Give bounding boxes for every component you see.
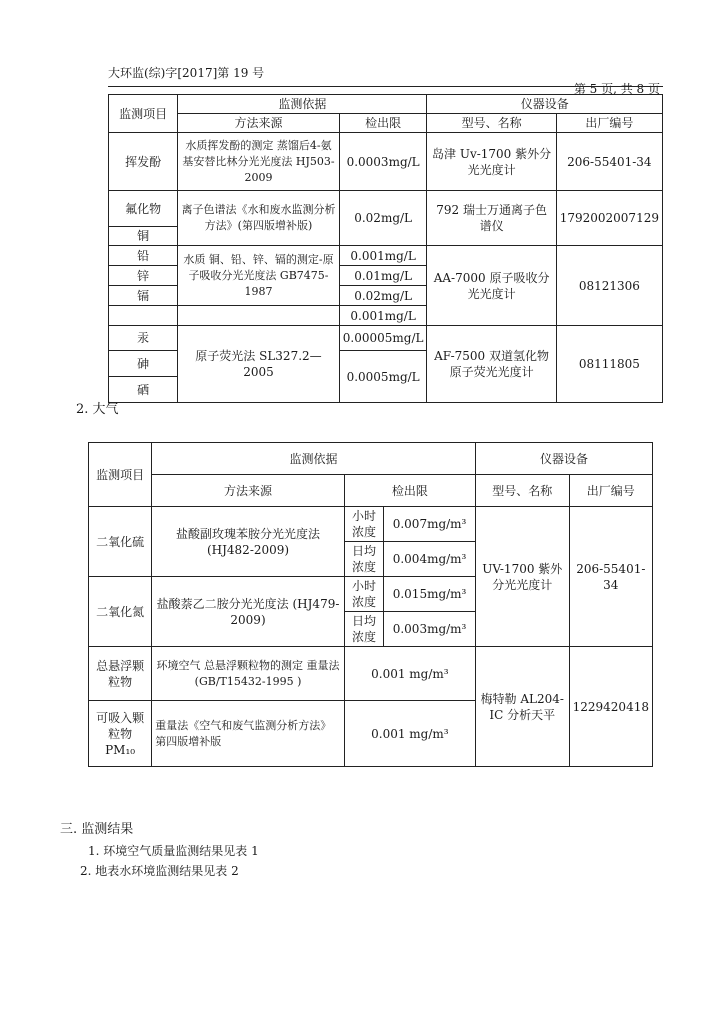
serial-cell: 206-55401-34: [556, 133, 662, 191]
page-number: 第 5 页, 共 8 页: [573, 82, 660, 96]
item-mercury: 汞: [109, 326, 178, 351]
method-cell: 离子色谱法《水和废水监测分析方法》(第四版增补版): [178, 191, 340, 246]
model-cell: UV-1700 紫外分光光度计: [475, 507, 569, 647]
header-model: 型号、名称: [427, 114, 556, 133]
model-cell: 梅特勒 AL204-IC 分析天平: [475, 647, 569, 767]
empty-cell: [178, 306, 340, 326]
limit-cell: 0.00005mg/L: [339, 326, 427, 351]
limit-cell: 0.003mg/m³: [384, 612, 476, 647]
model-cell: AF-7500 双道氢化物原子荧光光度计: [427, 326, 556, 403]
header-item: 监测项目: [109, 95, 178, 133]
document-number: 大环监(综)字[2017]第 19 号: [108, 66, 265, 80]
result-line-1: 1. 环境空气质量监测结果见表 1: [88, 844, 259, 858]
limit-cell: 0.004mg/m³: [384, 542, 476, 577]
serial-cell: 1792002007129: [556, 191, 662, 246]
header-model: 型号、名称: [475, 475, 569, 507]
section-air-title: 2. 大气: [76, 402, 119, 417]
header-limit: 检出限: [339, 114, 427, 133]
item-lead: 铅: [109, 246, 178, 266]
header-serial: 出厂编号: [569, 475, 652, 507]
method-cell: 重量法《空气和废气监测分析方法》第四版增补版: [152, 701, 345, 767]
header-instrument: 仪器设备: [475, 443, 652, 475]
item-cadmium: 镉: [109, 286, 178, 306]
limit-cell: 0.01mg/L: [339, 266, 427, 286]
water-monitoring-table: [108, 94, 663, 403]
model-cell: 岛津 Uv-1700 紫外分光光度计: [427, 133, 556, 191]
item-zinc: 锌: [109, 266, 178, 286]
item-copper: 铜: [109, 227, 178, 246]
limit-cell: 0.02mg/L: [339, 191, 427, 246]
air-monitoring-table: [88, 442, 653, 767]
section-results-title: 三. 监测结果: [60, 822, 134, 837]
item-selenium: 硒: [109, 377, 178, 403]
header-limit: 检出限: [344, 475, 475, 507]
limit-cell: 0.02mg/L: [339, 286, 427, 306]
model-cell: 792 瑞士万通离子色谱仪: [427, 191, 556, 246]
limit-cell: 0.007mg/m³: [384, 507, 476, 542]
method-cell: 盐酸副玫瑰苯胺分光光度法 (HJ482-2009): [152, 507, 345, 577]
hour-label: 小时浓度: [344, 577, 383, 612]
item-arsenic: 砷: [109, 351, 178, 377]
item-no2: 二氧化氮: [89, 577, 152, 647]
header-method: 方法来源: [152, 475, 345, 507]
serial-cell: 08121306: [556, 246, 662, 326]
method-cell: 水质 铜、铅、锌、镉的测定-原子吸收分光光度法 GB7475-1987: [178, 246, 340, 306]
limit-cell: 0.001mg/L: [339, 306, 427, 326]
header-method: 方法来源: [178, 114, 340, 133]
empty-cell: [109, 306, 178, 326]
limit-cell: 0.001mg/L: [339, 246, 427, 266]
header-serial: 出厂编号: [556, 114, 662, 133]
header-basis: 监测依据: [178, 95, 427, 114]
limit-cell: 0.015mg/m³: [384, 577, 476, 612]
day-label: 日均浓度: [344, 542, 383, 577]
serial-cell: 1229420418: [569, 647, 652, 767]
item-fluoride: 氟化物: [109, 191, 178, 227]
item-so2: 二氧化硫: [89, 507, 152, 577]
item-volatile-phenol: 挥发酚: [109, 133, 178, 191]
day-label: 日均浓度: [344, 612, 383, 647]
header-instrument: 仪器设备: [427, 95, 663, 114]
limit-cell: 0.0003mg/L: [339, 133, 427, 191]
limit-cell: 0.001 mg/m³: [344, 701, 475, 767]
method-cell: 盐酸萘乙二胺分光光度法 (HJ479-2009): [152, 577, 345, 647]
serial-cell: 08111805: [556, 326, 662, 403]
item-pm10: 可吸入颗粒物 PM₁₀: [89, 701, 152, 767]
header-basis: 监测依据: [152, 443, 476, 475]
hour-label: 小时浓度: [344, 507, 383, 542]
limit-cell: 0.001 mg/m³: [344, 647, 475, 701]
model-cell: AA-7000 原子吸收分光光度计: [427, 246, 556, 326]
serial-cell: 206-55401-34: [569, 507, 652, 647]
header-item: 监测项目: [89, 443, 152, 507]
header-divider: [108, 86, 663, 87]
result-line-2: 2. 地表水环境监测结果见表 2: [80, 864, 239, 878]
method-cell: 原子荧光法 SL327.2—2005: [178, 326, 340, 403]
method-cell: 水质挥发酚的测定 蒸馏后4-氨基安替比林分光光度法 HJ503-2009: [178, 133, 340, 191]
limit-cell: 0.0005mg/L: [339, 351, 427, 403]
item-tsp: 总悬浮颗粒物: [89, 647, 152, 701]
method-cell: 环境空气 总悬浮颗粒物的测定 重量法 (GB/T15432-1995 ): [152, 647, 345, 701]
